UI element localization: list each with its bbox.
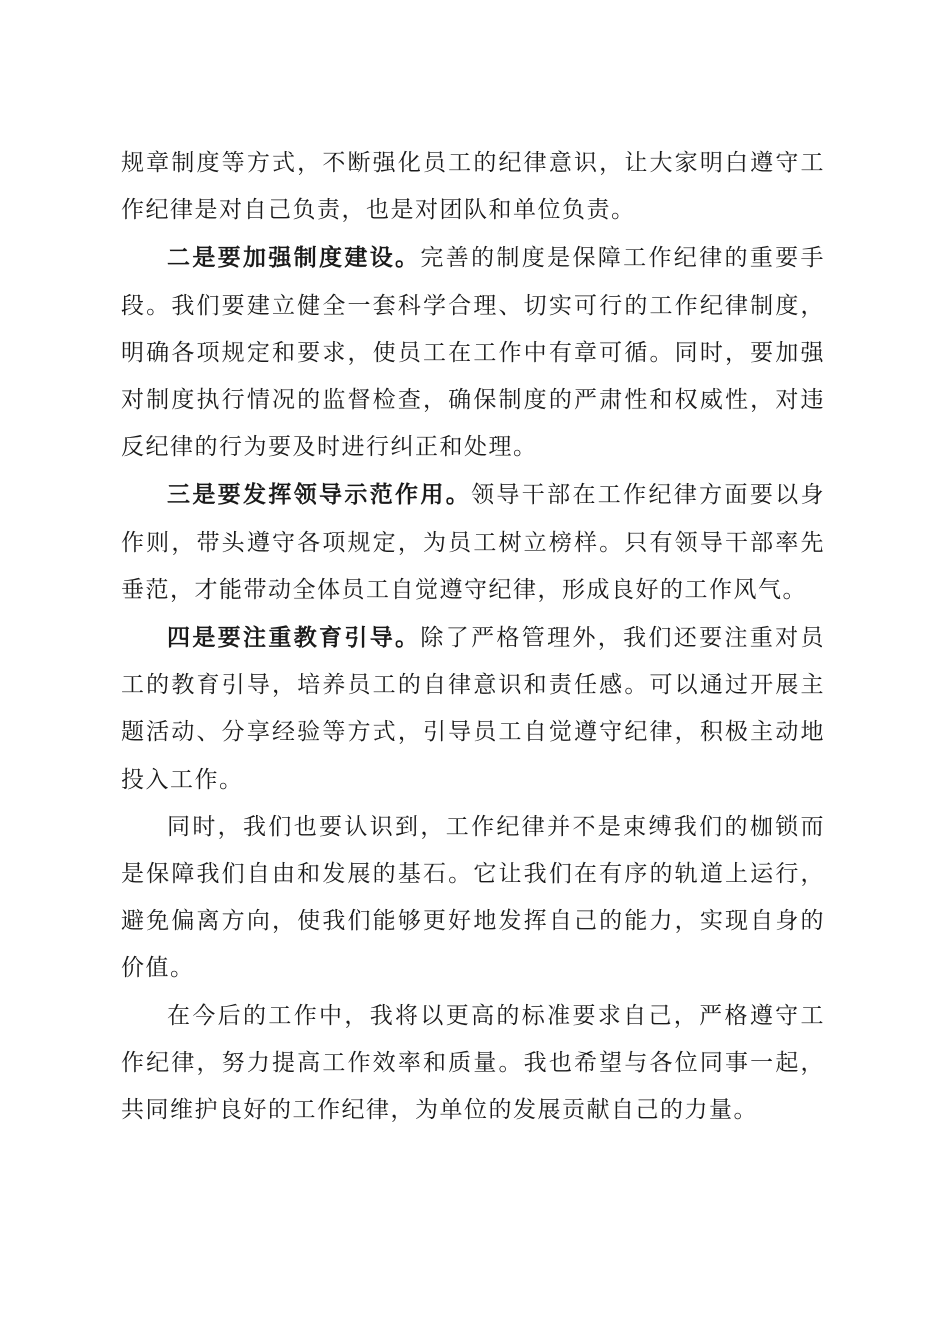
document-body <box>121 140 825 1134</box>
paragraph-continuation <box>121 140 825 234</box>
paragraph-text: 完善的制度是保障工作纪律的重要手段。我们要建立健全一套科学合理、切实可行的工作纪律制度，明确各项规定和要求，使员工在工作中有章可循。同时，要加强对制度执行情况的监督检查，确保制度的严肃性和权威性，对违反纪律的行为要及时进行纠正和处理。 <box>121 245 826 461</box>
paragraph-education-guidance <box>121 614 825 804</box>
paragraph-text: 规章制度等方式，不断强化员工的纪律意识，让大家明白遵守工作纪律是对自己负责，也是对团队和单位负责。 <box>121 150 825 224</box>
paragraph-text: 在今后的工作中，我将以更高的标准要求自己，严格遵守工作纪律，努力提高工作效率和质量。我也希望与各位同事一起，共同维护良好的工作纪律，为单位的发展贡献自己的力量。 <box>121 1002 825 1124</box>
paragraph-system-building <box>121 234 825 471</box>
paragraph-lead: 四是要注重教育引导。 <box>167 624 421 652</box>
paragraph-discipline-meaning <box>121 804 825 993</box>
paragraph-text: 除了严格管理外，我们还要注重对员工的教育引导，培养员工的自律意识和责任感。可以通过开展主题活动、分享经验等方式，引导员工自觉遵守纪律，积极主动地投入工作。 <box>121 625 826 793</box>
paragraph-text: 领导干部在工作纪律方面要以身作则，带头遵守各项规定，为员工树立榜样。只有领导干部率先垂范，才能带动全体员工自觉遵守纪律，形成良好的工作风气。 <box>121 482 826 603</box>
paragraph-lead: 二是要加强制度建设。 <box>167 244 421 272</box>
paragraph-leadership-example <box>121 471 825 614</box>
paragraph-lead: 三是要发挥领导示范作用。 <box>167 481 472 509</box>
paragraph-closing <box>121 993 825 1135</box>
paragraph-text: 同时，我们也要认识到，工作纪律并不是束缚我们的枷锁而是保障我们自由和发展的基石。它让我们在有序的轨道上运行，避免偏离方向，使我们能够更好地发挥自己的能力，实现自身的价值。 <box>121 813 825 982</box>
